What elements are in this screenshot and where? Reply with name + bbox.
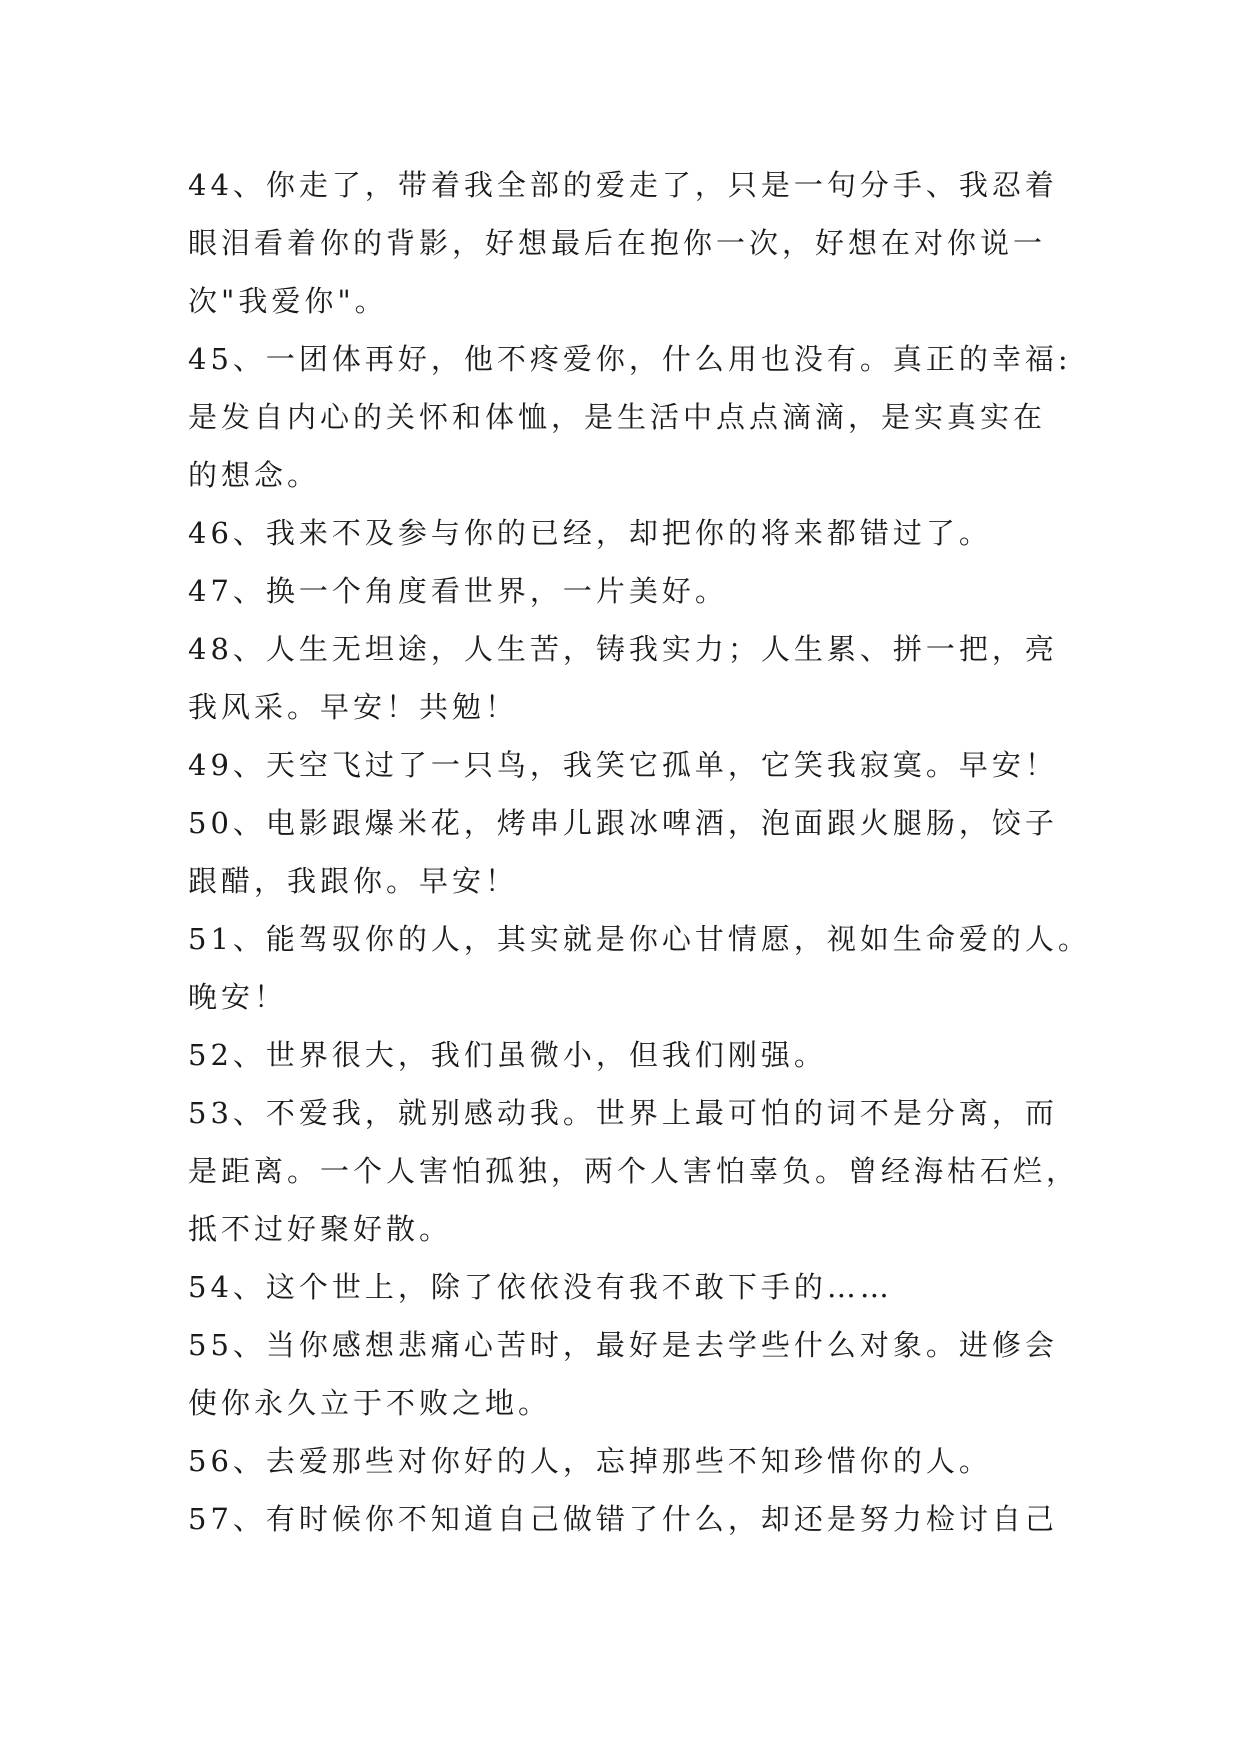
text-line: 次"我爱你"。: [188, 284, 388, 318]
text-line: 56、去爱那些对你好的人，忘掉那些不知珍惜你的人。: [188, 1444, 992, 1478]
text-line: 我风采。早安！共勉！: [188, 690, 519, 724]
text-line: 的想念。: [188, 458, 321, 492]
text-line: 46、我来不及参与你的已经，却把你的将来都错过了。: [188, 516, 992, 550]
text-line: 抵不过好聚好散。: [188, 1212, 453, 1246]
text-line: 是距离。一个人害怕孤独，两个人害怕辜负。曾经海枯石烂，: [188, 1154, 1080, 1188]
text-line: 48、人生无坦途，人生苦，铸我实力；人生累、拼一把，亮: [188, 632, 1058, 666]
text-line: 52、世界很大，我们虽微小，但我们刚强。: [188, 1038, 827, 1072]
text-line: 跟醋，我跟你。早安！: [188, 864, 519, 898]
text-line: 47、换一个角度看世界，一片美好。: [188, 574, 728, 608]
text-line: 54、这个世上，除了依依没有我不敢下手的……: [188, 1270, 893, 1304]
text-line: 45、一团体再好，他不疼爱你，什么用也没有。真正的幸福:: [188, 342, 1072, 376]
text-line: 是发自内心的关怀和体恤，是生活中点点滴滴，是实真实在: [188, 400, 1047, 434]
text-line: 44、你走了，带着我全部的爱走了，只是一句分手、我忍着: [188, 168, 1058, 202]
text-line: 49、天空飞过了一只鸟，我笑它孤单，它笑我寂寞。早安！: [188, 748, 1058, 782]
text-line: 眼泪看着你的背影，好想最后在抱你一次，好想在对你说一: [188, 226, 1047, 260]
text-line: 51、能驾驭你的人，其实就是你心甘情愿，视如生命爱的人。: [188, 922, 1091, 956]
text-line: 57、有时候你不知道自己做错了什么，却还是努力检讨自己: [188, 1502, 1058, 1536]
text-line: 使你永久立于不败之地。: [188, 1386, 552, 1420]
text-line: 晚安！: [188, 980, 288, 1014]
text-line: 55、当你感想悲痛心苦时，最好是去学些什么对象。进修会: [188, 1328, 1058, 1362]
text-line: 53、不爱我，就别感动我。世界上最可怕的词不是分离，而: [188, 1096, 1058, 1130]
document-body: [188, 156, 1091, 1548]
text-line: 50、电影跟爆米花，烤串儿跟冰啤酒，泡面跟火腿肠，饺子: [188, 806, 1058, 840]
